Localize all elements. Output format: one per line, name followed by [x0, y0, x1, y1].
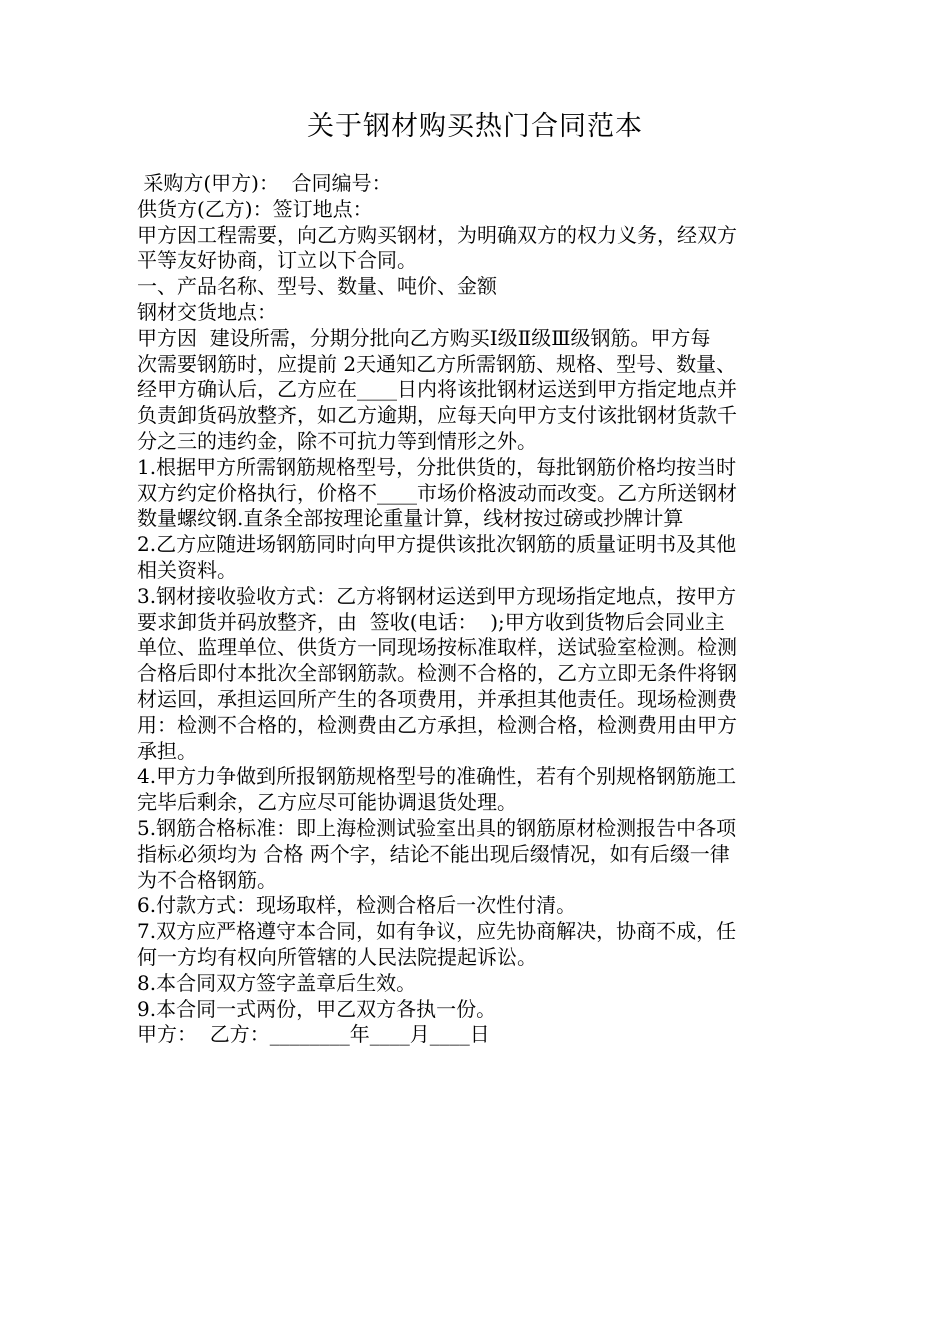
clause-line: 4.甲方力争做到所报钢筋规格型号的准确性，若有个别规格钢筋施工: [137, 764, 737, 789]
contract-body: [137, 171, 817, 1048]
clause-line: 用：检测不合格的，检测费由乙方承担，检测合格，检测费用由甲方: [137, 712, 737, 737]
clause-line: 相关资料。: [137, 557, 237, 582]
signature-line: 甲方： 乙方：________年____月____日: [137, 1022, 490, 1047]
section-heading: 一、产品名称、型号、数量、吨价、金额: [137, 274, 497, 299]
clause-line: 要求卸货并码放整齐，由 签收(电话： );甲方收到货物后会同业主: [137, 609, 725, 634]
text-line: 次需要钢筋时，应提前 2天通知乙方所需钢筋、规格、型号、数量、: [137, 351, 737, 376]
clause-line: 1.根据甲方所需钢筋规格型号，分批供货的，每批钢筋价格均按当时: [137, 454, 737, 479]
clause-line: 8.本合同双方签字盖章后生效。: [137, 970, 417, 995]
clause-line: 6.付款方式：现场取样，检测合格后一次性付清。: [137, 893, 577, 918]
clause-line: 材运回，承担运回所产生的各项费用，并承担其他责任。现场检测费: [137, 686, 737, 711]
clause-line: 5.钢筋合格标准：即上海检测试验室出具的钢筋原材检测报告中各项: [137, 815, 737, 840]
text-line: 甲方因工程需要，向乙方购买钢材，为明确双方的权力义务，经双方: [137, 222, 737, 247]
clause-line: 指标必须均为 合格 两个字，结论不能出现后缀情况，如有后缀一律: [137, 841, 730, 866]
text-line: 平等友好协商，订立以下合同。: [137, 248, 417, 273]
text-line: 钢材交货地点：: [137, 299, 277, 324]
clause-line: 双方约定价格执行，价格不____市场价格波动而改变。乙方所送钢材: [137, 480, 737, 505]
clause-line: 单位、监理单位、供货方一同现场按标准取样，送试验室检测。检测: [137, 635, 737, 660]
text-line: 分之三的违约金，除不可抗力等到情形之外。: [137, 428, 537, 453]
clause-line: 9.本合同一式两份，甲乙双方各执一份。: [137, 996, 497, 1021]
clause-line: 7.双方应严格遵守本合同，如有争议，应先协商解决，协商不成，任: [137, 919, 737, 944]
document-title: 关于钢材购买热门合同范本: [307, 111, 643, 142]
clause-line: 完毕后剩余，乙方应尽可能协调退货处理。: [137, 790, 517, 815]
text-line: 采购方(甲方)： 合同编号：: [137, 171, 392, 195]
text-line: 甲方因 建设所需，分期分批向乙方购买Ⅰ级Ⅱ级Ⅲ级钢筋。甲方每: [137, 325, 711, 350]
clause-line: 承担。: [137, 738, 197, 763]
text-line: 经甲方确认后，乙方应在____日内将该批钢材运送到甲方指定地点并: [137, 377, 737, 402]
clause-line: 2.乙方应随进场钢筋同时向甲方提供该批次钢筋的质量证明书及其他: [137, 532, 737, 557]
text-line: 负责卸货码放整齐，如乙方逾期，应每天向甲方支付该批钢材货款千: [137, 403, 737, 428]
clause-line: 合格后即付本批次全部钢筋款。检测不合格的，乙方立即无条件将钢: [137, 661, 737, 686]
clause-line: 为不合格钢筋。: [137, 867, 277, 892]
clause-line: 何一方均有权向所管辖的人民法院提起诉讼。: [137, 944, 537, 969]
text-line: 供货方(乙方)：签订地点：: [137, 196, 373, 221]
clause-line: 3.钢材接收验收方式：乙方将钢材运送到甲方现场指定地点，按甲方: [137, 583, 737, 608]
clause-line: 数量螺纹钢.直条全部按理论重量计算，线材按过磅或抄牌计算: [137, 506, 684, 531]
